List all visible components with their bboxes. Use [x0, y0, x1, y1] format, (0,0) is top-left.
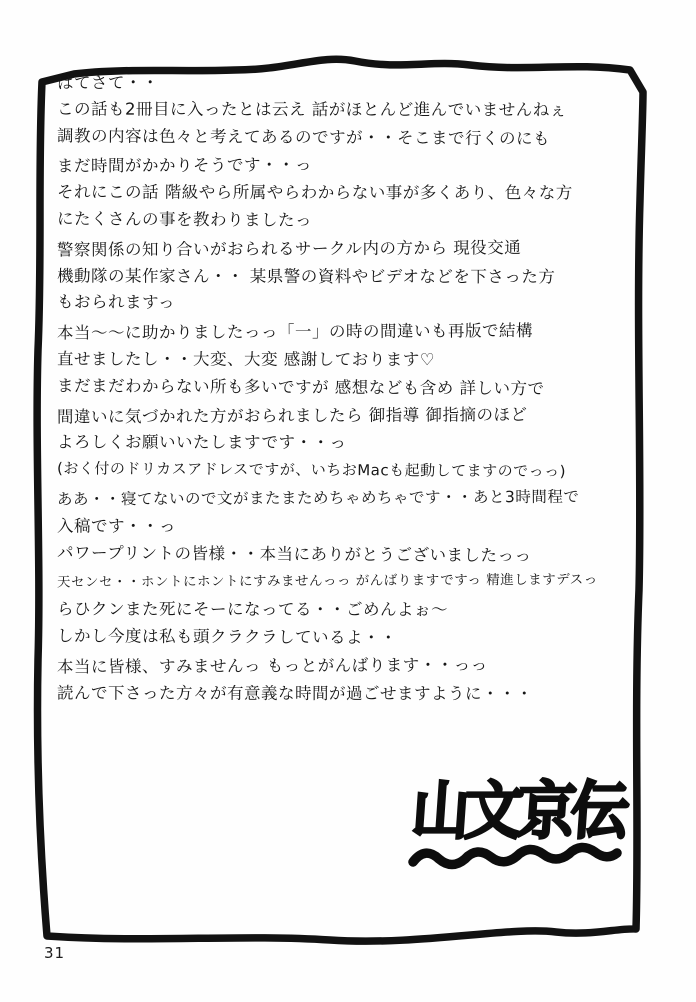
letter-line: よろしくお願いいたしますです・・っ — [57, 432, 347, 453]
letter-line: 機動隊の某作家さん・・ 某県警の資料やビデオなどを下さった方 — [57, 266, 556, 286]
letter-line: らひクンまた死にそーになってる・・ごめんよぉ〜 — [57, 599, 449, 620]
page-number: 31 — [44, 944, 66, 962]
letter-line: 読んで下さった方々が有意義な時間が過ごせますように・・・ — [57, 683, 534, 703]
letter-line: はてさて・・ — [57, 72, 160, 93]
letter-line: まだまだわからない所も多いですが 感想なども含め 詳しい方で — [57, 375, 545, 398]
letter-line: 入稿です・・っ — [57, 516, 177, 536]
letter-line: それにこの話 階級やら所属やらわからない事が多くあり、色々な方 — [57, 182, 573, 203]
letter-line: もおられますっ — [57, 292, 176, 313]
letter-line: (おく付のドリカスアドレスですが、いちおMacも起動してますのでっっ) — [57, 459, 567, 481]
signature-block — [390, 774, 646, 874]
letter-line: 本当〜〜に助かりましたっっ「一」の時の間違いも再版で結構 — [57, 321, 534, 343]
letter-line: まだ時間がかかりそうです・・っ — [57, 155, 313, 176]
letter-line: 本当に皆様、すみませんっ もっとがんばります・・っっ — [57, 654, 488, 677]
letter-line: 調教の内容は色々と考えてあるのですが・・そこまで行くのにも — [57, 125, 551, 148]
letter-line: この話も2冊目に入ったとは云え 話がほとんど進んでいませんねぇ — [57, 99, 567, 120]
letter-line: 間違いに気づかれた方がおられましたら 御指導 御指摘のほど — [57, 404, 528, 427]
letter-line: にたくさんの事を教わりましたっ — [57, 209, 313, 230]
letter-line: しかし今度は私も頭クラクラしているよ・・ — [57, 626, 398, 648]
letter-body — [57, 68, 637, 707]
letter-line: 天センセ・・ホントにホントにすみませんっっ がんばりますですっ 精進しますデスっ — [57, 572, 598, 591]
letter-line: パワープリントの皆様・・本当にありがとうございましたっっ — [57, 542, 532, 565]
letter-line: ああ・・寝てないので文がまたまためちゃめちゃです・・あと3時間程で — [57, 487, 580, 509]
artist-signature: 山文京伝 — [409, 774, 627, 848]
letter-line: 直せましたし・・大変、大変 感謝しております♡ — [57, 349, 436, 370]
letter-line: 警察関係の知り合いがおられるサークル内の方から 現役交通 — [57, 237, 522, 260]
